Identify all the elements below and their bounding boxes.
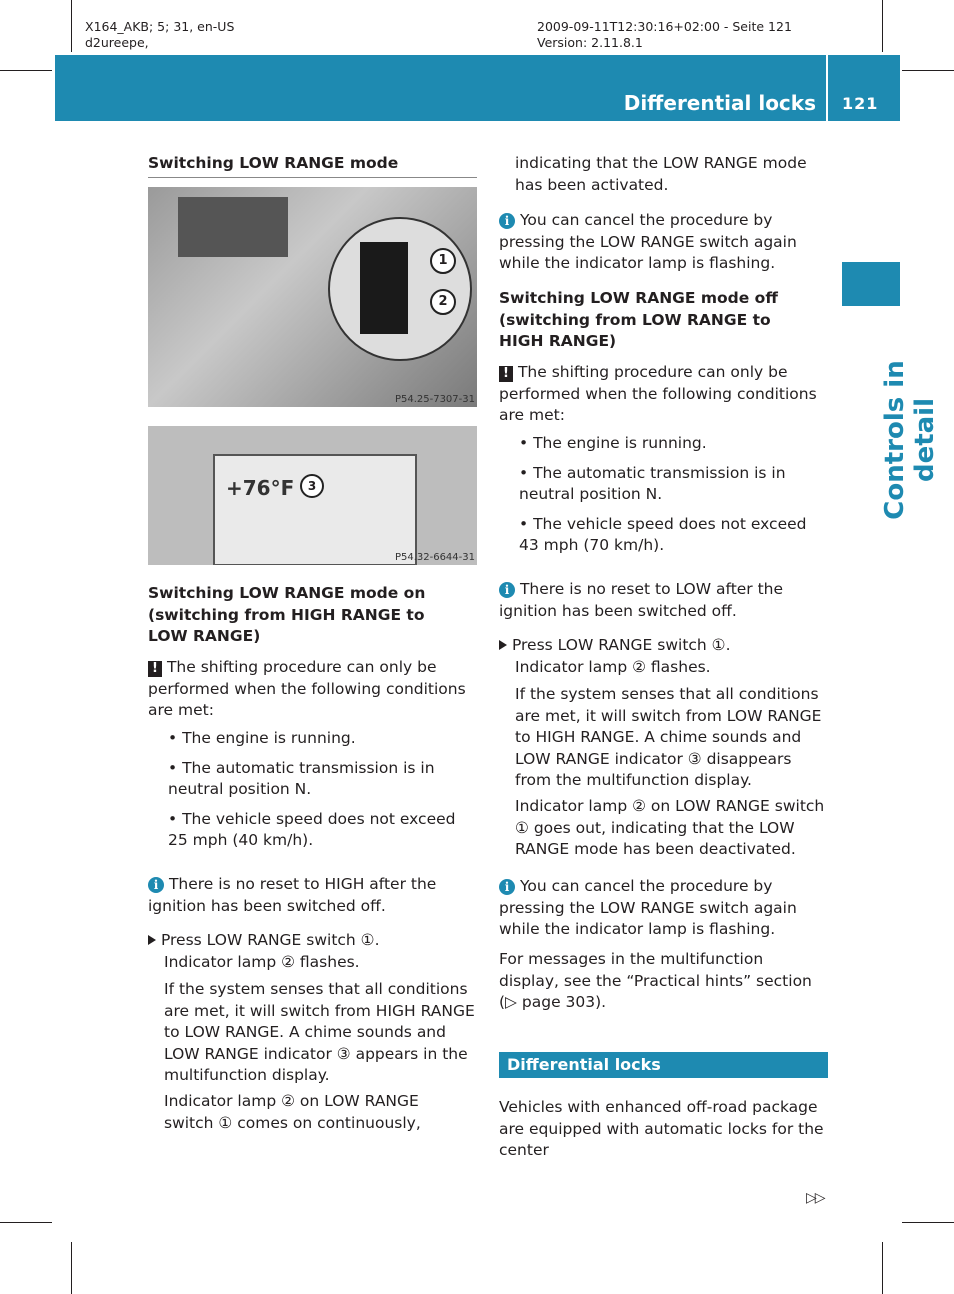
cluster-display	[213, 454, 417, 565]
info-icon: i	[148, 877, 164, 893]
warning-note: ! The shifting procedure can only be performed when the following conditions are met:	[148, 658, 466, 719]
step: Press LOW RANGE switch ①.	[148, 930, 478, 952]
crop-mark	[71, 0, 72, 52]
print-meta-right: 2009-09-11T12:30:16+02:00 - Seite 121 Version: 2.11.8.1	[537, 19, 792, 50]
page-number: 121	[842, 94, 879, 113]
step: Press LOW RANGE switch ①.	[499, 635, 831, 657]
callout-2: 2	[430, 289, 456, 315]
paragraph: indicating that the LOW RANGE mode has been activated.	[515, 154, 807, 194]
crop-mark	[882, 1242, 883, 1294]
cluster-photo	[148, 426, 477, 565]
list-item: • The automatic transmission is in neutral position N.	[168, 758, 435, 798]
heading-rule	[148, 177, 477, 178]
side-tab-title: Controls in detail	[880, 360, 940, 520]
sub-heading: Switching LOW RANGE mode on (switching from HIGH RANGE to LOW RANGE)	[148, 584, 426, 645]
list-item: • The vehicle speed does not exceed 25 mph (40 km/h).	[168, 809, 456, 849]
warning-note: ! The shifting procedure can only be performed when the following conditions are met:	[499, 363, 817, 424]
bullet-list	[519, 433, 831, 557]
print-meta-left: X164_AKB; 5; 31, en-US d2ureepe,	[85, 19, 235, 50]
image-code: P54.32-6644-31	[394, 552, 475, 563]
sub-heading: Switching LOW RANGE mode off (switching from LOW RANGE to HIGH RANGE)	[499, 289, 778, 350]
callout-1: 1	[430, 248, 456, 274]
step-arrow-icon	[148, 935, 156, 945]
info-icon: i	[499, 582, 515, 598]
info-note: i You can cancel the procedure by pressing the LOW RANGE switch again while the indicator lamp is flashing.	[499, 211, 797, 272]
warning-icon: !	[499, 366, 513, 382]
info-note: i There is no reset to LOW after the ignition has been switched off.	[499, 580, 784, 620]
low-range-switch-icon	[360, 242, 408, 334]
header-divider	[826, 55, 828, 121]
warning-icon: !	[148, 661, 162, 677]
step-arrow-icon	[499, 640, 507, 650]
callout-3: 3	[300, 474, 324, 498]
list-item: • The automatic transmission is in neutral position N.	[519, 463, 786, 503]
paragraph: Indicator lamp ② on LOW RANGE switch ① comes on continuously,	[164, 1092, 421, 1132]
console-photo	[148, 187, 477, 407]
paragraph: Indicator lamp ② on LOW RANGE switch ① goes out, indicating that the LOW RANGE mode has been deactivated.	[515, 797, 825, 858]
image-code: P54.25-7307-31	[394, 394, 475, 405]
step-result: Indicator lamp ② flashes.	[164, 953, 360, 971]
info-icon: i	[499, 213, 515, 229]
info-note: i You can cancel the procedure by pressing the LOW RANGE switch again while the indicator lamp is flashing.	[499, 877, 797, 938]
list-item: • The engine is running.	[168, 729, 356, 747]
temperature-readout: +76°F	[226, 476, 295, 500]
side-tab-marker	[842, 262, 900, 306]
crop-mark	[902, 70, 954, 71]
crop-mark	[0, 1222, 52, 1223]
list-item: • The vehicle speed does not exceed 43 mph (70 km/h).	[519, 514, 807, 554]
paragraph: For messages in the multifunction display, see the “Practical hints” section (▷ page 303).	[499, 950, 812, 1011]
section-title: Differential locks	[499, 1052, 828, 1078]
paragraph: Vehicles with enhanced off-road package are equipped with automatic locks for the center	[499, 1098, 824, 1159]
continue-arrows: ▷▷	[806, 1190, 824, 1206]
display-screen	[178, 197, 288, 257]
crop-mark	[71, 1242, 72, 1294]
crop-mark	[882, 0, 883, 52]
info-note: i There is no reset to HIGH after the ignition has been switched off.	[148, 875, 437, 915]
step-result: Indicator lamp ② flashes.	[515, 658, 711, 676]
paragraph: If the system senses that all conditions are met, it will switch from LOW RANGE to HIGH RANGE. A chime sounds and LOW RANGE indicator ③ disappears from the multifunction display.	[515, 685, 822, 789]
crop-mark	[902, 1222, 954, 1223]
page-title: Differential locks	[623, 91, 816, 115]
section-heading: Switching LOW RANGE mode	[148, 154, 399, 172]
list-item: • The engine is running.	[519, 434, 707, 452]
info-icon: i	[499, 879, 515, 895]
crop-mark	[0, 70, 52, 71]
paragraph: If the system senses that all conditions are met, it will switch from HIGH RANGE to LOW RANGE. A chime sounds and LOW RANGE indicator ③ appears in the multifunction display.	[164, 980, 475, 1084]
bullet-list	[168, 728, 478, 852]
